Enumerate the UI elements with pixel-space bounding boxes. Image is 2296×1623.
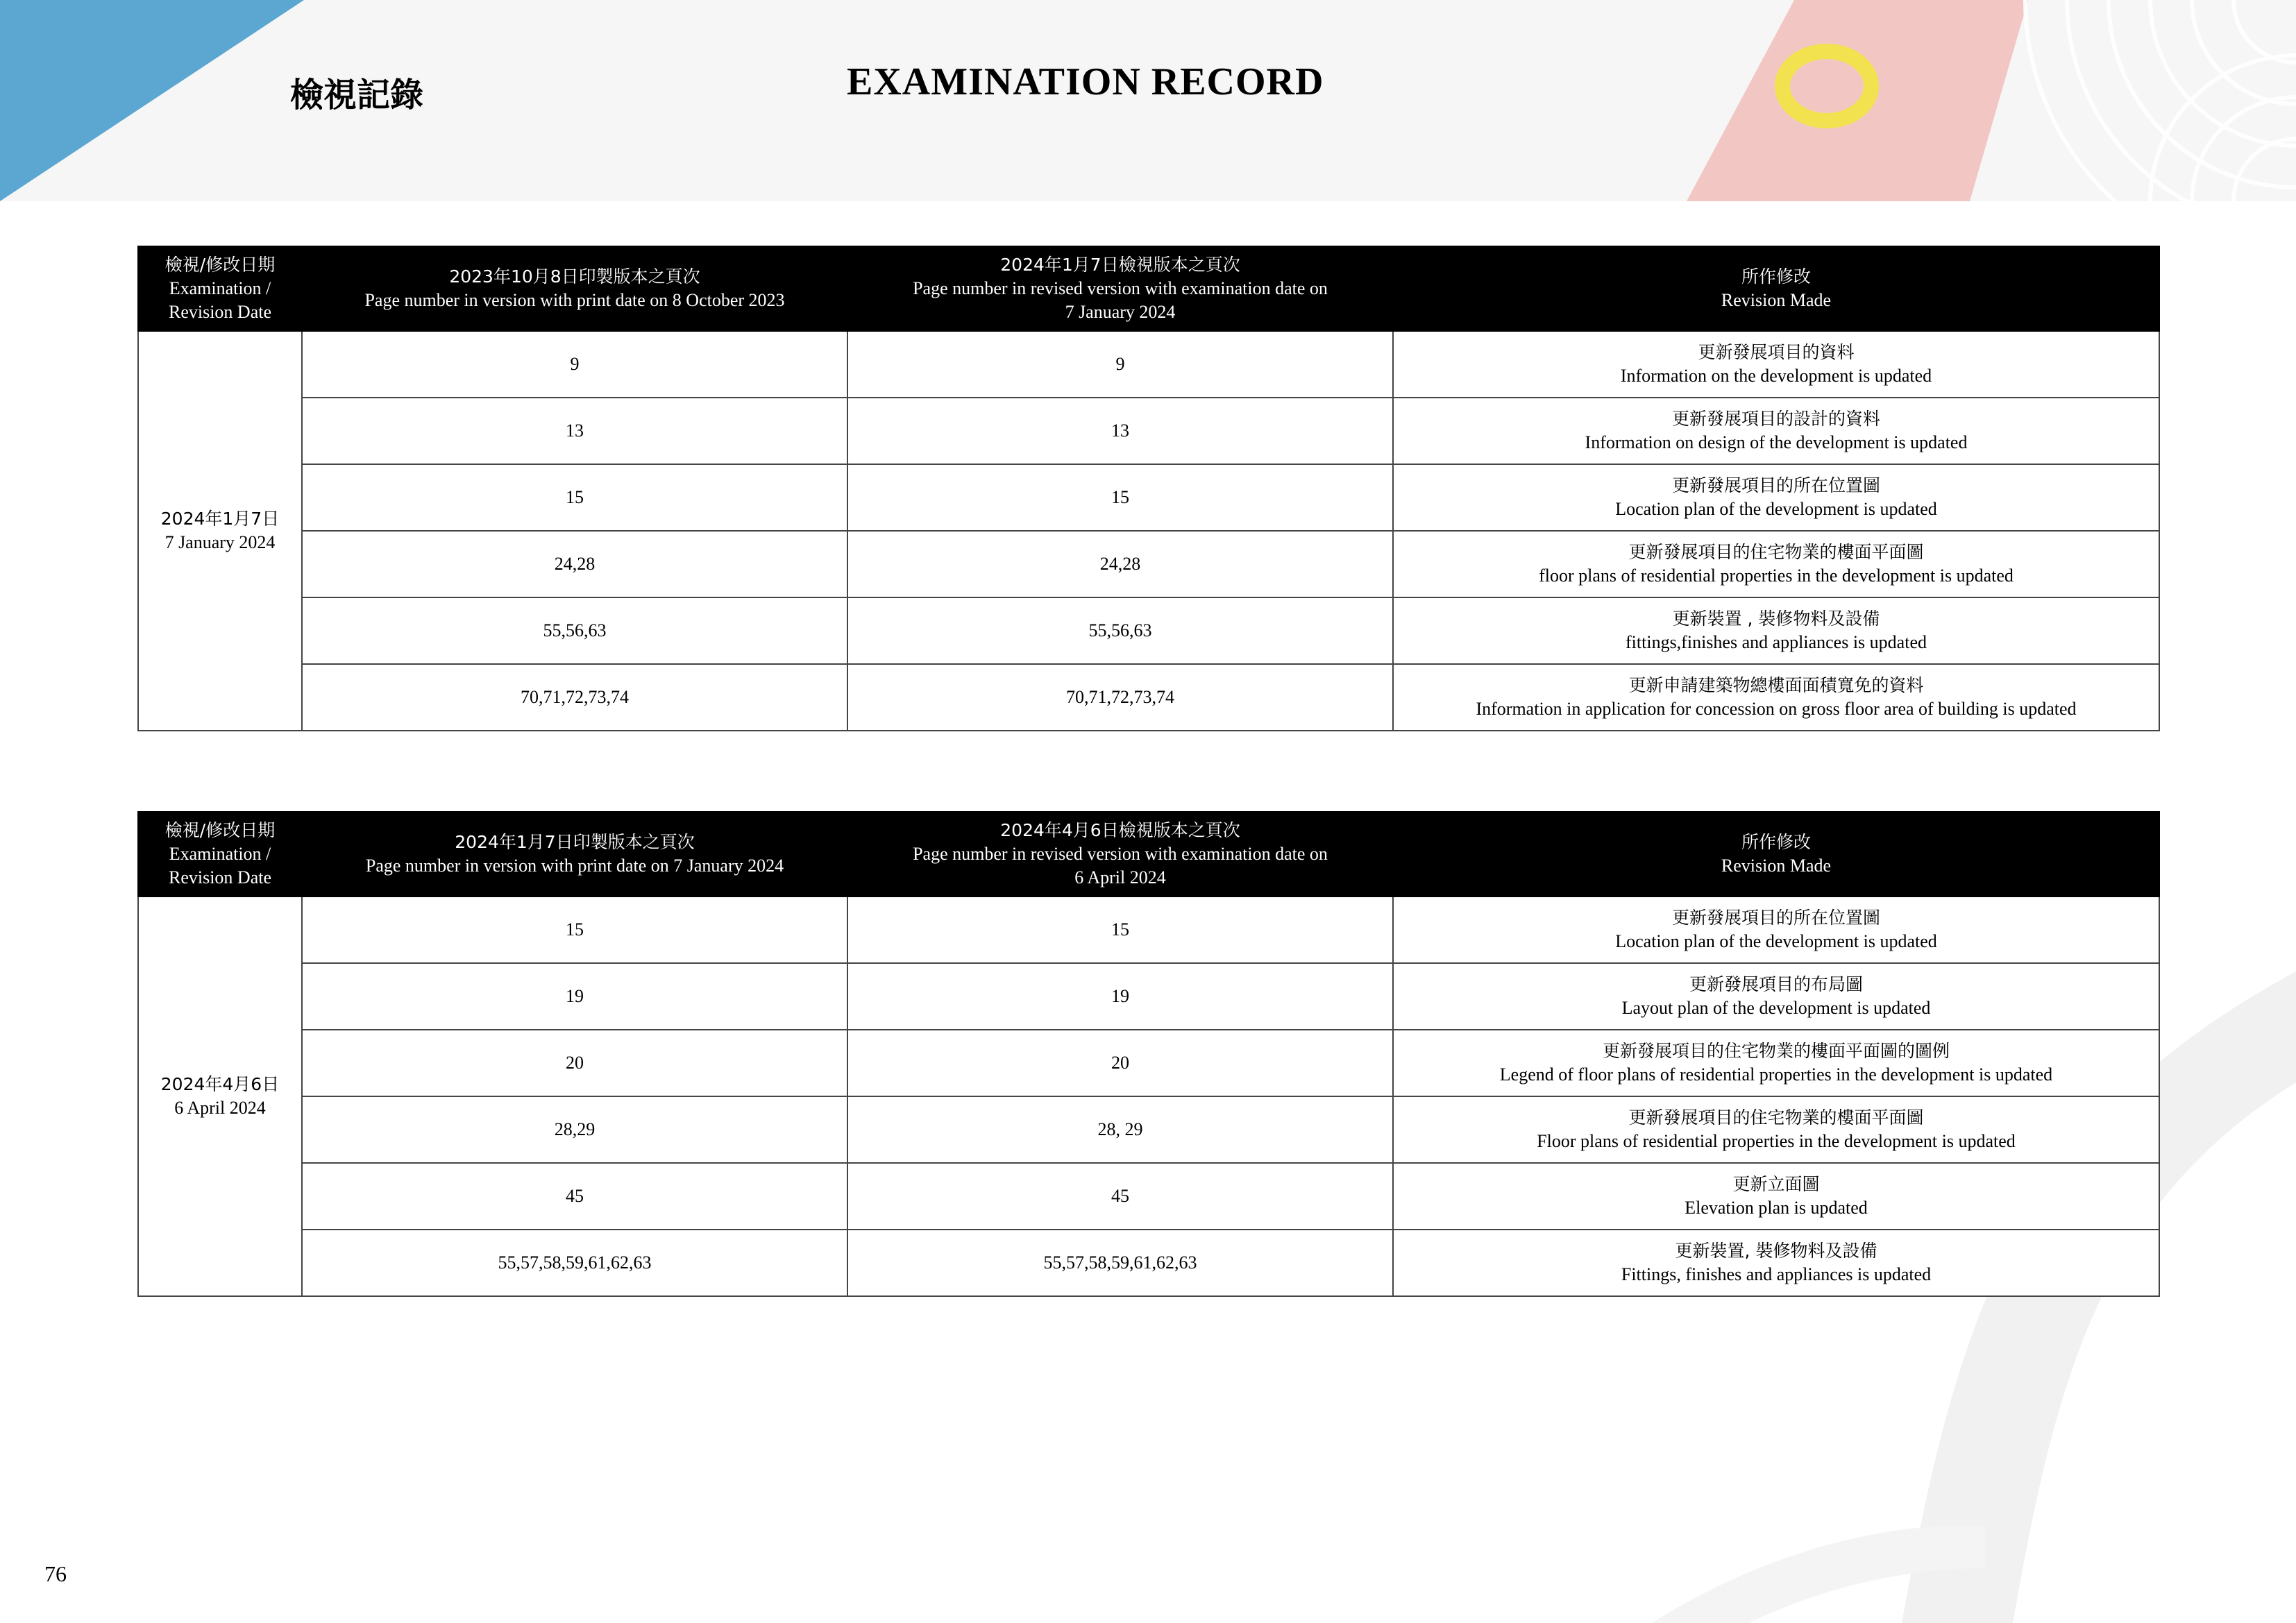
new-page-cell: 24,28 [847, 531, 1393, 597]
new-page-cell: 9 [847, 331, 1393, 398]
old-page-cell: 24,28 [302, 531, 847, 597]
old-page-cell: 70,71,72,73,74 [302, 664, 847, 731]
table-header-row [138, 246, 2159, 331]
revision-cell: 更新立面圖 Elevation plan is updated [1393, 1163, 2159, 1230]
new-page-cell: 45 [847, 1163, 1393, 1230]
old-page-cell: 19 [302, 963, 847, 1030]
old-page-cell: 13 [302, 398, 847, 464]
revision-cell: 更新裝置 , 裝修物料及設備 fittings,finishes and appliances is updated [1393, 597, 2159, 664]
table-row [138, 1163, 2159, 1230]
old-page-cell: 15 [302, 464, 847, 531]
table-row [138, 398, 2159, 464]
header-date: 檢視/修改日期 Examination / Revision Date [138, 246, 302, 331]
old-page-cell: 45 [302, 1163, 847, 1230]
new-page-cell: 28, 29 [847, 1096, 1393, 1163]
revision-cell: 更新發展項目的住宅物業的樓面平面圖的圖例 Legend of floor plans of residential properties in the development is updated [1393, 1030, 2159, 1096]
revision-cell: 更新裝置, 裝修物料及設備 Fittings, finishes and appliances is updated [1393, 1230, 2159, 1296]
page-title-en: EXAMINATION RECORD [847, 60, 1324, 103]
table-row [138, 1096, 2159, 1163]
table-row [138, 897, 2159, 963]
revision-cell: 更新發展項目的住宅物業的樓面平面圖 floor plans of residential properties in the development is updated [1393, 531, 2159, 597]
table-row [138, 531, 2159, 597]
header-old-page: 2024年1月7日印製版本之頁次 Page number in version with print date on 7 January 2024 [302, 812, 847, 897]
revision-cell: 更新發展項目的所在位置圖 Location plan of the development is updated [1393, 897, 2159, 963]
pink-parallelogram-shape [1687, 0, 2028, 201]
new-page-cell: 19 [847, 963, 1393, 1030]
header-new-page: 2024年1月7日檢視版本之頁次 Page number in revised version with examination date on 7 January 2024 [847, 246, 1393, 331]
revision-cell: 更新申請建築物總樓面面積寬免的資料 Information in application for concession on gross floor area of building is updated [1393, 664, 2159, 731]
new-page-cell: 55,57,58,59,61,62,63 [847, 1230, 1393, 1296]
old-page-cell: 55,56,63 [302, 597, 847, 664]
new-page-cell: 55,56,63 [847, 597, 1393, 664]
revision-cell: 更新發展項目的資料 Information on the development is updated [1393, 331, 2159, 398]
header-revision: 所作修改 Revision Made [1393, 246, 2159, 331]
table-row [138, 331, 2159, 398]
revision-date-cell: 2024年1月7日 7 January 2024 [138, 331, 302, 731]
revision-cell: 更新發展項目的設計的資料 Information on design of the development is updated [1393, 398, 2159, 464]
new-page-cell: 13 [847, 398, 1393, 464]
page-number: 76 [44, 1561, 67, 1586]
arc-pattern-shape [2025, 0, 2296, 201]
header-new-page: 2024年4月6日檢視版本之頁次 Page number in revised version with examination date on 6 April 2024 [847, 812, 1393, 897]
old-page-cell: 15 [302, 897, 847, 963]
new-page-cell: 70,71,72,73,74 [847, 664, 1393, 731]
old-page-cell: 55,57,58,59,61,62,63 [302, 1230, 847, 1296]
new-page-cell: 15 [847, 897, 1393, 963]
examination-record-table-2 [137, 811, 2160, 1297]
table-row [138, 664, 2159, 731]
table-row [138, 1230, 2159, 1296]
header-old-page: 2023年10月8日印製版本之頁次 Page number in version with print date on 8 October 2023 [302, 246, 847, 331]
revision-cell: 更新發展項目的所在位置圖 Location plan of the development is updated [1393, 464, 2159, 531]
table-row [138, 597, 2159, 664]
examination-record-table-1 [137, 246, 2160, 731]
header-revision: 所作修改 Revision Made [1393, 812, 2159, 897]
page-title-zh: 檢視記錄 [290, 76, 424, 114]
blue-triangle-shape [0, 0, 304, 201]
old-page-cell: 28,29 [302, 1096, 847, 1163]
table-row [138, 464, 2159, 531]
new-page-cell: 15 [847, 464, 1393, 531]
revision-cell: 更新發展項目的布局圖 Layout plan of the development is updated [1393, 963, 2159, 1030]
header-date: 檢視/修改日期 Examination / Revision Date [138, 812, 302, 897]
revision-cell: 更新發展項目的住宅物業的樓面平面圖 Floor plans of residential properties in the development is updated [1393, 1096, 2159, 1163]
new-page-cell: 20 [847, 1030, 1393, 1096]
table-row [138, 1030, 2159, 1096]
old-page-cell: 9 [302, 331, 847, 398]
table-row [138, 963, 2159, 1030]
table-header-row [138, 812, 2159, 897]
revision-date-cell: 2024年4月6日 6 April 2024 [138, 897, 302, 1296]
old-page-cell: 20 [302, 1030, 847, 1096]
